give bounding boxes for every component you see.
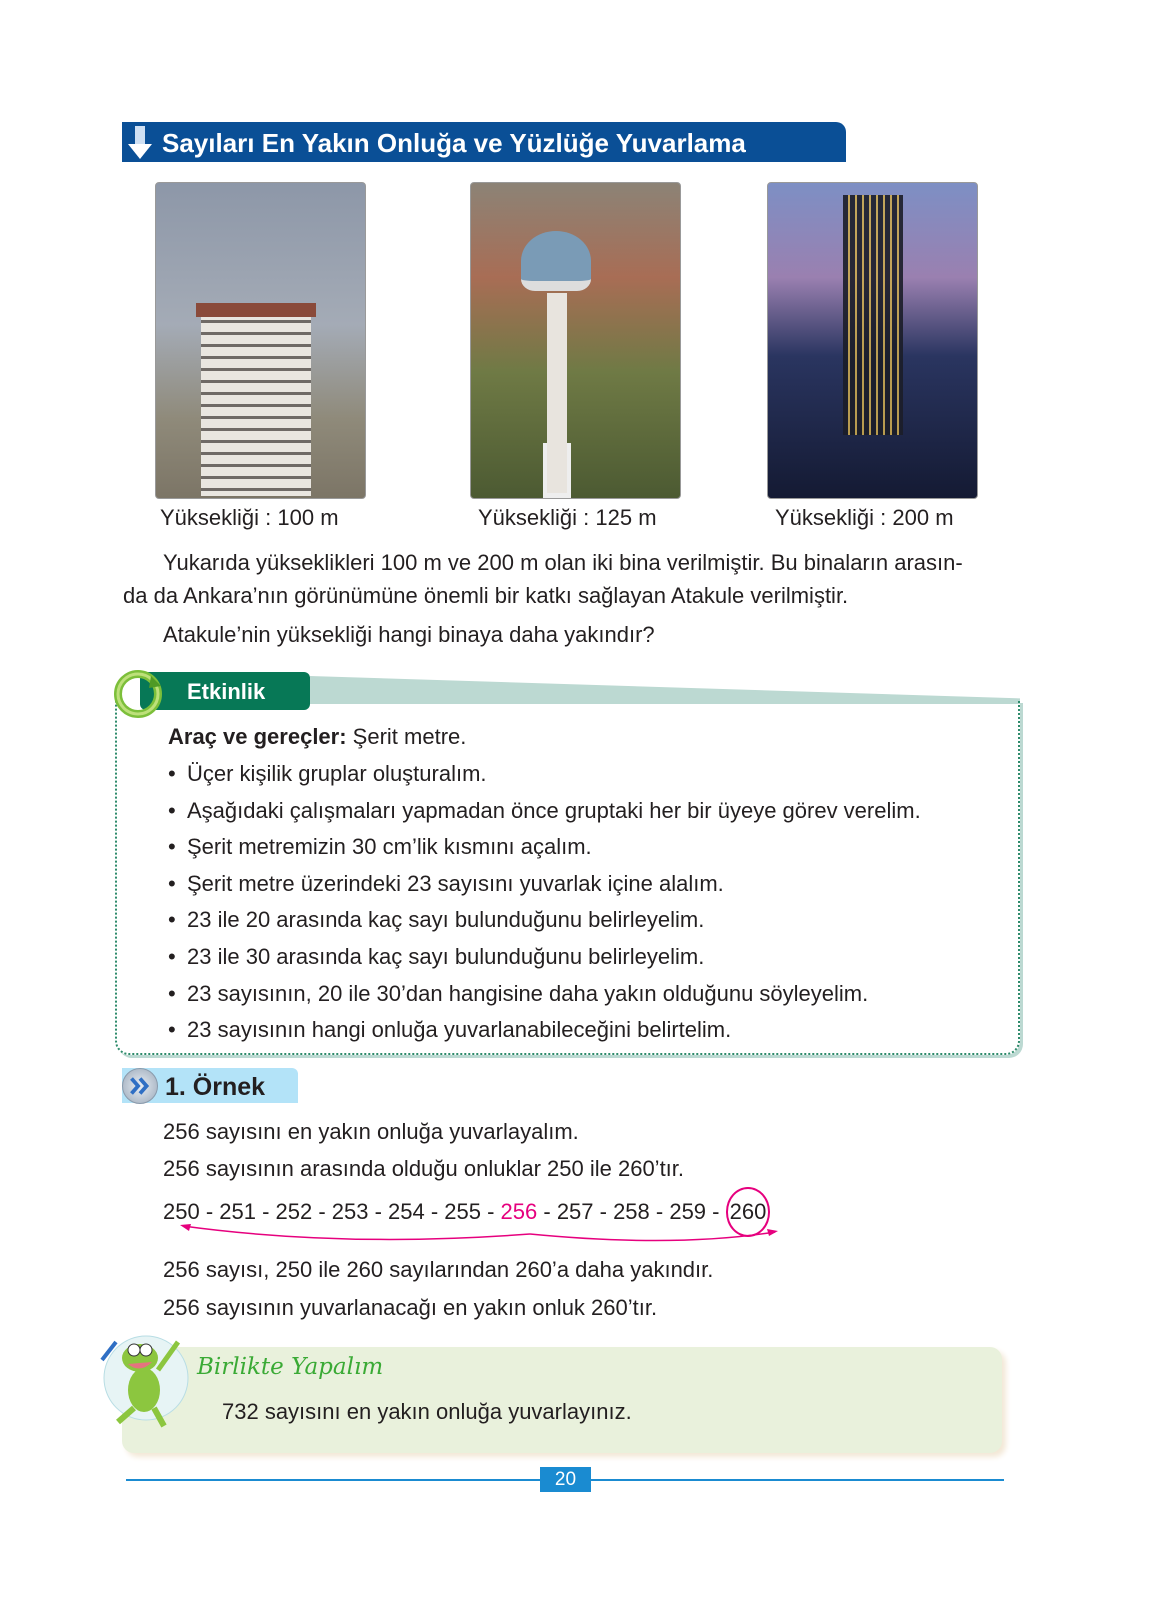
highlighted-number: 256 <box>500 1199 538 1224</box>
bullet: • <box>168 834 176 859</box>
intro-question: Atakule’nin yüksekliği hangi binaya daha yakındır? <box>163 622 655 647</box>
number-sequence: 250 - 251 - 252 - 253 - 254 - 255 - <box>163 1199 501 1224</box>
birlikte-yapalim-title: Birlikte Yapalım <box>197 1354 384 1380</box>
down-arrow-icon <box>126 126 154 160</box>
page-number: 20 <box>540 1467 591 1492</box>
ornek-title: 1. Örnek <box>165 1073 266 1101</box>
materials-line <box>168 724 466 750</box>
item-text: Şerit metre üzerindeki 23 sayısını yuvarlak içine alalım. <box>187 871 724 896</box>
photo-caption: Yüksekliği : 125 m <box>478 505 657 530</box>
materials-value: Şerit metre. <box>346 724 467 749</box>
ornek-text: 256 sayısının arasında olduğu onluklar 250 ile 260’tır. <box>163 1156 685 1181</box>
bullet: • <box>168 944 176 969</box>
cycle-arrows-icon <box>113 668 163 720</box>
circled-number: 260 <box>726 1187 771 1237</box>
bullet: • <box>168 798 176 823</box>
photo-apartment-building <box>155 182 366 499</box>
distance-arrows <box>175 1220 785 1250</box>
item-text: Şerit metremizin 30 cm’lik kısmını açalım. <box>187 834 592 859</box>
frog-mascot-icon <box>98 1330 190 1430</box>
photo-skyscraper <box>767 182 978 499</box>
item-text: 23 ile 20 arasında kaç sayı bulunduğunu belirleyelim. <box>187 907 705 932</box>
materials-label: Araç ve gereçler: <box>168 724 347 749</box>
item-text: Aşağıdaki çalışmaları yapmadan önce gruptaki her bir üyeye görev verelim. <box>187 798 921 823</box>
list-item <box>168 1017 731 1043</box>
bullet: • <box>168 907 176 932</box>
photo-atakule-tower <box>470 182 681 499</box>
bullet: • <box>168 871 176 896</box>
item-text: Üçer kişilik gruplar oluşturalım. <box>187 761 487 786</box>
double-chevron-icon <box>122 1068 158 1104</box>
photo-caption: Yüksekliği : 200 m <box>775 505 954 530</box>
intro-text: Yukarıda yükseklikleri 100 m ve 200 m olan iki bina verilmiştir. Bu binaların arasın- <box>163 550 963 575</box>
intro-text: da da Ankara’nın görünümüne önemli bir katkı sağlayan Atakule verilmiştir. <box>123 583 849 608</box>
list-item <box>168 761 487 787</box>
item-text: 23 sayısının, 20 ile 30’dan hangisine daha yakın olduğunu söyleyelim. <box>187 981 869 1006</box>
section-title: Sayıları En Yakın Onluğa ve Yüzlüğe Yuvarlama <box>162 128 746 158</box>
list-item <box>168 798 921 824</box>
bullet: • <box>168 1017 176 1042</box>
photo-caption: Yüksekliği : 100 m <box>160 505 339 530</box>
ornek-text: 256 sayısının yuvarlanacağı en yakın onluk 260’tır. <box>163 1295 658 1320</box>
list-item <box>168 834 592 860</box>
ornek-text: 256 sayısı, 250 ile 260 sayılarından 260’a daha yakındır. <box>163 1257 714 1282</box>
section-header <box>122 122 846 162</box>
list-item <box>168 871 724 897</box>
bullet: • <box>168 761 176 786</box>
list-item <box>168 944 704 970</box>
birlikte-yapalim-text: 732 sayısını en yakın onluğa yuvarlayınız. <box>222 1399 632 1424</box>
number-sequence: - 257 - 258 - 259 - <box>537 1199 726 1224</box>
item-text: 23 ile 30 arasında kaç sayı bulunduğunu belirleyelim. <box>187 944 705 969</box>
list-item <box>168 981 868 1007</box>
bullet: • <box>168 981 176 1006</box>
item-text: 23 sayısının hangi onluğa yuvarlanabileceğini belirtelim. <box>187 1017 732 1042</box>
ornek-text: 256 sayısını en yakın onluğa yuvarlayalım. <box>163 1119 579 1144</box>
etkinlik-title: Etkinlik <box>140 672 310 710</box>
list-item <box>168 907 704 933</box>
